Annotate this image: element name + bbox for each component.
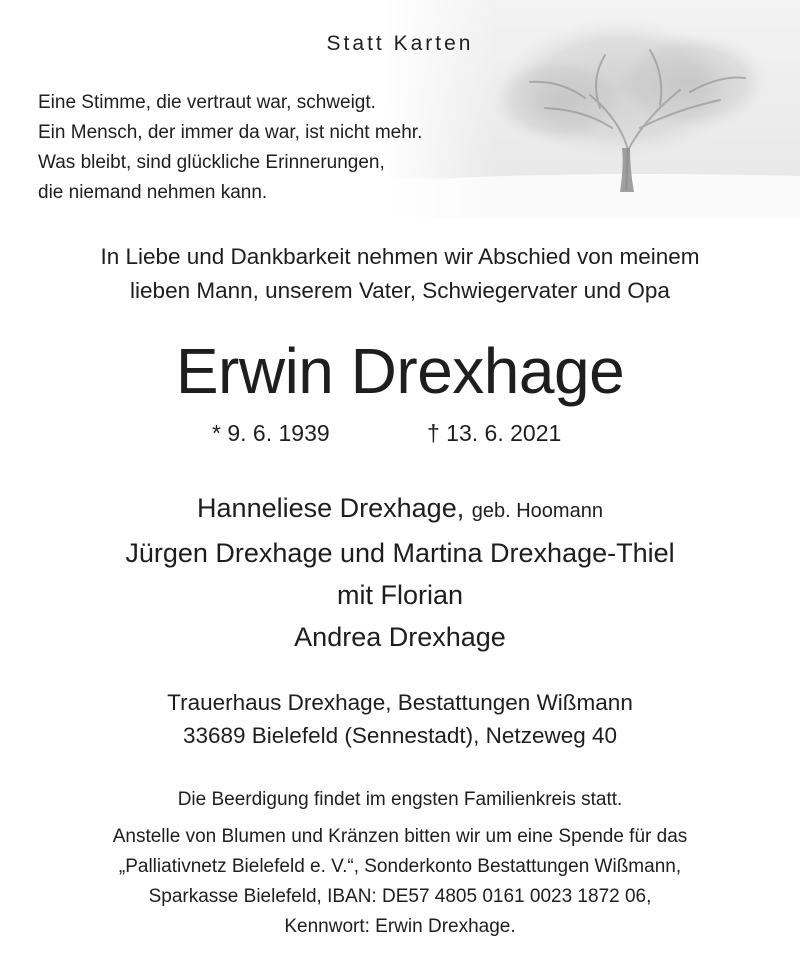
donation-line: „Palliativnetz Bielefeld e. V.“, Sonderkonto Bestattungen Wißmann,	[118, 856, 682, 877]
intro-line: lieben Mann, unserem Vater, Schwiegervater und Opa	[130, 278, 670, 303]
statt-karten-heading: Statt Karten	[326, 32, 474, 55]
donation-line: Sparkasse Bielefeld, IBAN: DE57 4805 0161 0023 1872 06,	[148, 886, 652, 907]
address-line: 33689 Bielefeld (Sennestadt), Netzeweg 40	[182, 723, 618, 748]
poem-line: Ein Mensch, der immer da war, ist nicht mehr.	[38, 122, 423, 143]
address-line: Trauerhaus Drexhage, Bestattungen Wißmann	[167, 690, 633, 715]
deceased-name: Erwin Drexhage	[175, 335, 625, 407]
poem-line: Eine Stimme, die vertraut war, schweigt.	[38, 92, 376, 113]
poem-line: die niemand nehmen kann.	[38, 182, 268, 203]
death-date: † 13. 6. 2021	[427, 420, 562, 446]
mourning-house-address	[0, 686, 800, 752]
mourner-line: mit Florian	[336, 580, 464, 610]
poem-line: Was bleibt, sind glückliche Erinnerungen,	[38, 152, 385, 173]
funeral-note: Die Beerdigung findet im engsten Familienkreis statt.	[177, 789, 623, 810]
mourner-line	[0, 487, 800, 532]
donation-request	[0, 822, 800, 942]
life-dates	[0, 420, 800, 450]
poem	[38, 88, 422, 208]
mourner-line: Jürgen Drexhage und Martina Drexhage-Thiel	[125, 538, 675, 568]
donation-line: Anstelle von Blumen und Kränzen bitten wir um eine Spende für das	[112, 826, 688, 847]
maiden-name-note: geb. Hoomann	[471, 500, 603, 522]
mourners-list	[0, 487, 800, 658]
intro-line: In Liebe und Dankbarkeit nehmen wir Abschied von meinem	[100, 244, 700, 269]
intro-text	[0, 240, 800, 308]
mourner-line: Andrea Drexhage	[294, 622, 506, 652]
mourner-name: Hanneliese Drexhage,	[197, 493, 465, 523]
birth-date: * 9. 6. 1939	[212, 420, 330, 446]
donation-line: Kennwort: Erwin Drexhage.	[284, 916, 516, 937]
